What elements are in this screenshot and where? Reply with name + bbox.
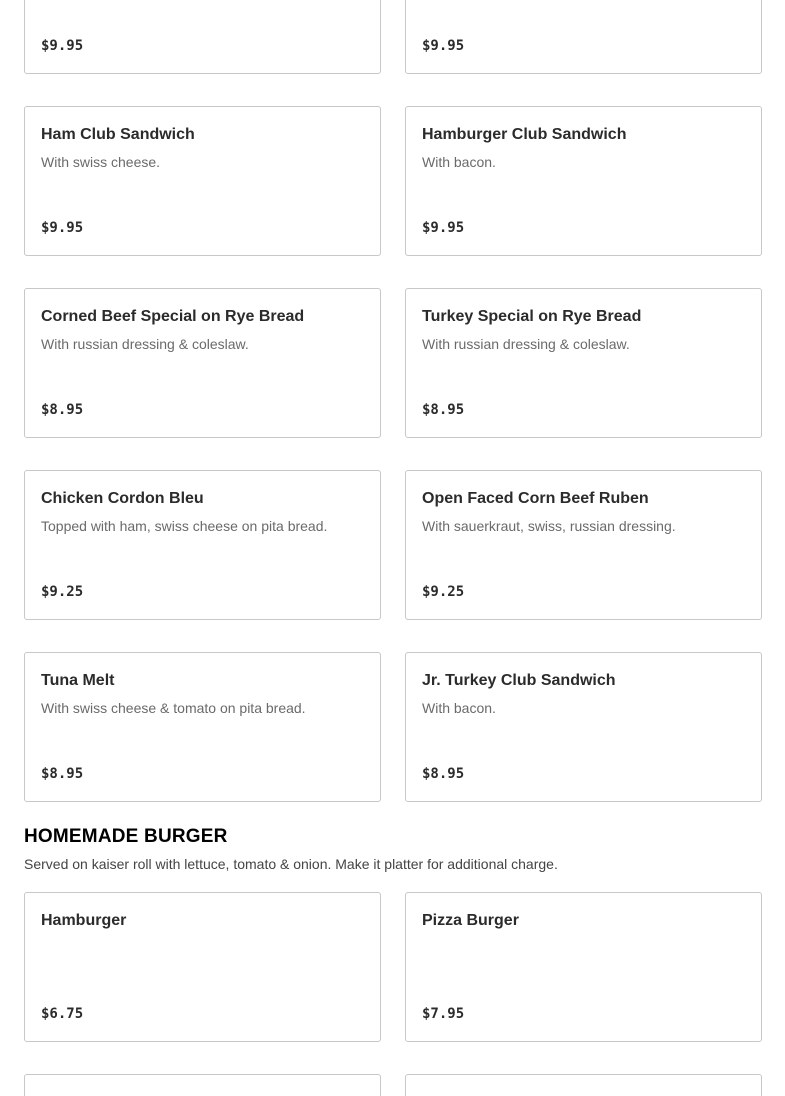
item-price: $8.95 <box>422 766 465 782</box>
item-name: Corned Beef Special on Rye Bread <box>41 308 305 325</box>
item-description: With sauerkraut, swiss, russian dressing. <box>422 518 676 534</box>
item-price: $9.95 <box>422 220 465 236</box>
item-price: $8.95 <box>41 402 84 418</box>
menu-item-card[interactable] <box>405 106 762 256</box>
item-name: Tuna Melt <box>41 672 115 689</box>
menu-item-card[interactable] <box>405 1074 762 1096</box>
item-name: Hamburger Club Sandwich <box>422 126 627 143</box>
menu-item-card[interactable] <box>24 106 381 256</box>
menu-item-card[interactable] <box>405 470 762 620</box>
menu-item-card[interactable] <box>24 1074 381 1096</box>
menu-item-card[interactable] <box>24 652 381 802</box>
item-name: Pizza Burger <box>422 912 519 929</box>
item-description: With swiss cheese & tomato on pita bread. <box>41 700 306 716</box>
item-name: Chicken Cordon Bleu <box>41 490 204 507</box>
item-price: $8.95 <box>41 766 84 782</box>
item-description: With russian dressing & coleslaw. <box>422 336 630 352</box>
item-name: Open Faced Corn Beef Ruben <box>422 490 649 507</box>
menu-item-card[interactable] <box>24 0 381 74</box>
item-price: $9.95 <box>422 38 465 54</box>
menu-item-card[interactable] <box>24 470 381 620</box>
menu-item-card[interactable] <box>405 288 762 438</box>
section-description: Served on kaiser roll with lettuce, tomato & onion. Make it platter for additional charge. <box>24 856 558 872</box>
item-name: Turkey Special on Rye Bread <box>422 308 642 325</box>
item-description: With swiss cheese. <box>41 154 161 170</box>
menu-item-card[interactable] <box>405 892 762 1042</box>
item-price: $8.95 <box>422 402 465 418</box>
menu-item-card[interactable] <box>24 288 381 438</box>
menu-item-card[interactable] <box>405 652 762 802</box>
item-price: $6.75 <box>41 1006 84 1022</box>
item-description: With bacon. <box>422 154 496 170</box>
item-price: $9.95 <box>41 38 84 54</box>
item-name: Jr. Turkey Club Sandwich <box>422 672 616 689</box>
item-description: Topped with ham, swiss cheese on pita bread. <box>41 518 328 534</box>
item-price: $9.25 <box>41 584 84 600</box>
item-name: Hamburger <box>41 912 127 929</box>
section-title: HOMEMADE BURGER <box>24 826 228 847</box>
item-price: $7.95 <box>422 1006 465 1022</box>
item-description: With bacon. <box>422 700 496 716</box>
item-price: $9.25 <box>422 584 465 600</box>
item-description: With russian dressing & coleslaw. <box>41 336 249 352</box>
menu-item-card[interactable] <box>24 892 381 1042</box>
menu-item-card[interactable] <box>405 0 762 74</box>
item-price: $9.95 <box>41 220 84 236</box>
item-name: Ham Club Sandwich <box>41 126 195 143</box>
